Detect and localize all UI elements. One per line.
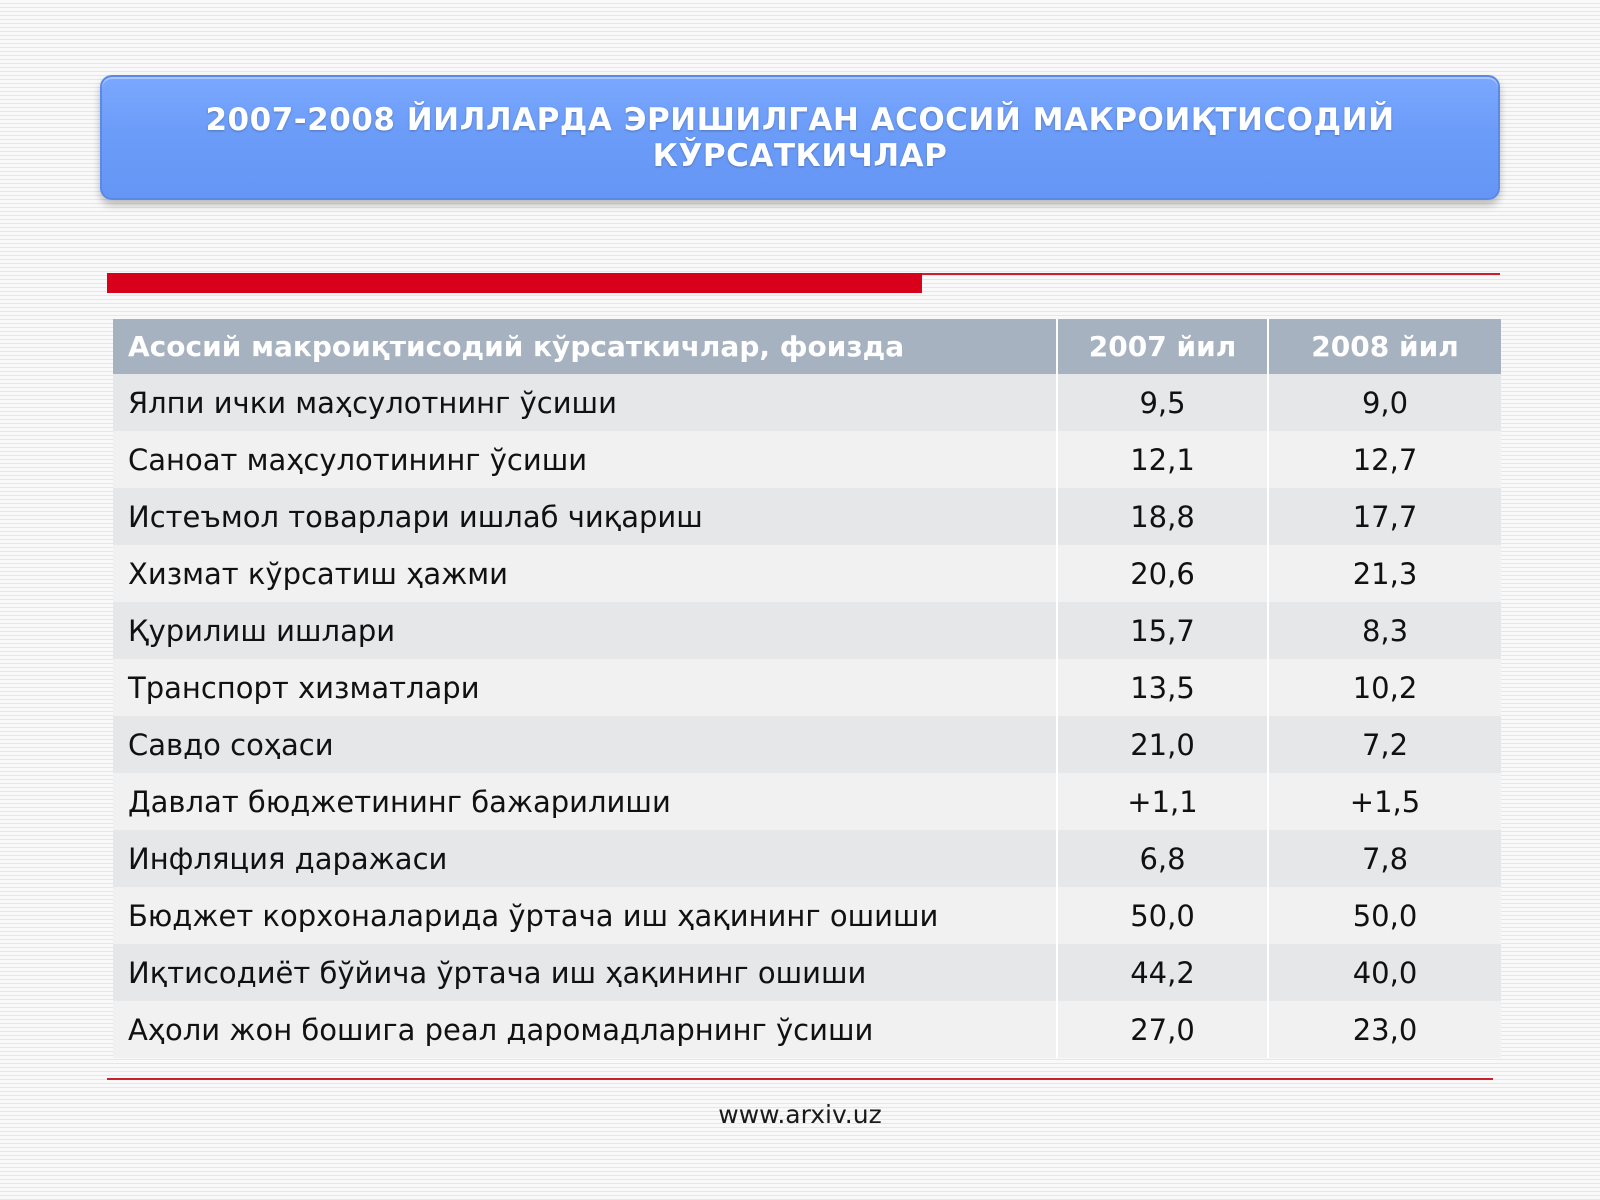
table-row xyxy=(113,374,1501,431)
table-row xyxy=(113,1001,1501,1058)
red-divider-line xyxy=(922,273,1500,275)
value-2008: 40,0 xyxy=(1268,944,1501,1001)
table-row xyxy=(113,716,1501,773)
footer-url: www.arxiv.uz xyxy=(718,1100,882,1129)
red-divider-bar xyxy=(107,273,922,293)
value-2008: 21,3 xyxy=(1268,545,1501,602)
value-2007: 15,7 xyxy=(1057,602,1268,659)
indicator-name: Хизмат кўрсатиш ҳажми xyxy=(113,545,1057,602)
value-2008: 7,8 xyxy=(1268,830,1501,887)
value-2008: 12,7 xyxy=(1268,431,1501,488)
value-2008: +1,5 xyxy=(1268,773,1501,830)
table-row xyxy=(113,944,1501,1001)
title-banner xyxy=(100,75,1500,200)
header-indicator: Асосий макроиқтисодий кўрсаткичлар, фоизда xyxy=(113,319,1057,374)
indicator-name: Саноат маҳсулотининг ўсиши xyxy=(113,431,1057,488)
table-row xyxy=(113,431,1501,488)
value-2007: 6,8 xyxy=(1057,830,1268,887)
value-2007: 20,6 xyxy=(1057,545,1268,602)
table-row xyxy=(113,887,1501,944)
indicator-name: Иқтисодиёт бўйича ўртача иш ҳақининг ошиши xyxy=(113,944,1057,1001)
value-2007: 9,5 xyxy=(1057,374,1268,431)
indicator-name: Бюджет корхоналарида ўртача иш ҳақининг ошиши xyxy=(113,887,1057,944)
value-2008: 9,0 xyxy=(1268,374,1501,431)
value-2007: 21,0 xyxy=(1057,716,1268,773)
table-row xyxy=(113,830,1501,887)
indicator-name: Транспорт хизматлари xyxy=(113,659,1057,716)
table-row xyxy=(113,659,1501,716)
value-2007: 50,0 xyxy=(1057,887,1268,944)
indicator-name: Қурилиш ишлари xyxy=(113,602,1057,659)
value-2008: 8,3 xyxy=(1268,602,1501,659)
table-header-row xyxy=(113,319,1501,374)
value-2008: 23,0 xyxy=(1268,1001,1501,1058)
value-2007: 18,8 xyxy=(1057,488,1268,545)
value-2007: 44,2 xyxy=(1057,944,1268,1001)
header-2007: 2007 йил xyxy=(1057,319,1268,374)
value-2008: 50,0 xyxy=(1268,887,1501,944)
table-row xyxy=(113,545,1501,602)
indicator-name: Инфляция даражаси xyxy=(113,830,1057,887)
value-2007: 13,5 xyxy=(1057,659,1268,716)
value-2007: 12,1 xyxy=(1057,431,1268,488)
bottom-divider-line xyxy=(107,1078,1493,1080)
value-2008: 17,7 xyxy=(1268,488,1501,545)
value-2007: 27,0 xyxy=(1057,1001,1268,1058)
indicators-table xyxy=(113,319,1501,1058)
indicator-name: Ялпи ички маҳсулотнинг ўсиши xyxy=(113,374,1057,431)
header-2008: 2008 йил xyxy=(1268,319,1501,374)
value-2007: +1,1 xyxy=(1057,773,1268,830)
table-row xyxy=(113,602,1501,659)
value-2008: 7,2 xyxy=(1268,716,1501,773)
value-2008: 10,2 xyxy=(1268,659,1501,716)
indicator-name: Истеъмол товарлари ишлаб чиқариш xyxy=(113,488,1057,545)
indicator-name: Давлат бюджетининг бажарилиши xyxy=(113,773,1057,830)
table-row xyxy=(113,773,1501,830)
indicator-name: Аҳоли жон бошига реал даромадларнинг ўсиши xyxy=(113,1001,1057,1058)
table-row xyxy=(113,488,1501,545)
indicator-name: Савдо соҳаси xyxy=(113,716,1057,773)
page-title: 2007-2008 ЙИЛЛАРДА ЭРИШИЛГАН АСОСИЙ МАКРОИҚТИСОДИЙ КЎРСАТКИЧЛАР xyxy=(205,101,1395,174)
